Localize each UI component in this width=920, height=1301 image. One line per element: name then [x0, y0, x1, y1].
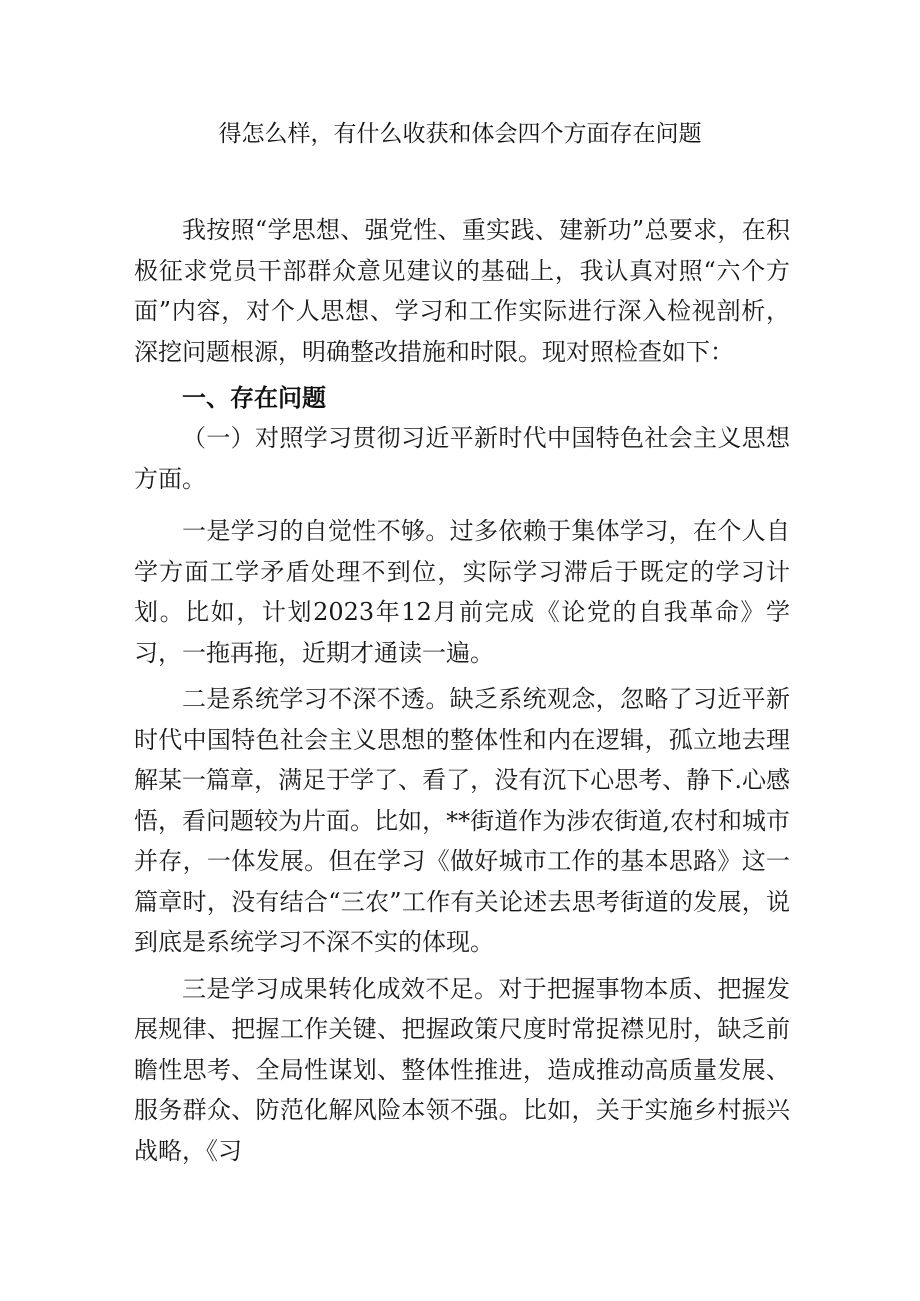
document-body — [134, 210, 790, 1177]
body-paragraph-2: 二是系统学习不深不透。缺乏系统观念，忽略了习近平新时代中国特色社会主义思想的整体性和内在逻辑，孤立地去理解某一篇章，满足于学了、看了，没有沉下心思考、静下.心感悟，看问题较为片面。比如，**街道作为涉农街道,农村和城市并存，一体发展。但在学习《做好城市工作的基本思路》这一篇章时，没有结合“三农”工作有关论述去思考街道的发展，说到底是系统学习不深不实的体现。 — [134, 685, 790, 956]
body-paragraph-1: 一是学习的自觉性不够。过多依赖于集体学习，在个人自学方面工学矛盾处理不到位，实际学习滞后于既定的学习计划。比如，计划2023年12月前完成《论党的自我革命》学习，一拖再拖，近期才通读一遍。 — [134, 517, 790, 667]
body-paragraph-3: 三是学习成果转化成效不足。对于把握事物本质、把握发展规律、把握工作关键、把握政策尺度时常捉襟见肘，缺乏前瞻性思考、全局性谋划、整体性推进，造成推动高质量发展、服务群众、防范化解风险本领不强。比如，关于实施乡村振兴战略，《习 — [134, 974, 790, 1165]
intro-paragraph: 我按照“学思想、强党性、重实践、建新功”总要求，在积极征求党员干部群众意见建议的基础上，我认真对照“六个方面”内容，对个人思想、学习和工作实际进行深入检视剖析，深挖问题根源，明确整改措施和时限。现对照检查如下： — [134, 216, 790, 366]
document-title: 得怎么样，有什么收获和体会四个方面存在问题 — [218, 121, 702, 147]
section-heading: 一、存在问题 — [182, 384, 326, 412]
subsection-heading: （一）对照学习贯彻习近平新时代中国特色社会主义思想方面。 — [134, 424, 790, 493]
